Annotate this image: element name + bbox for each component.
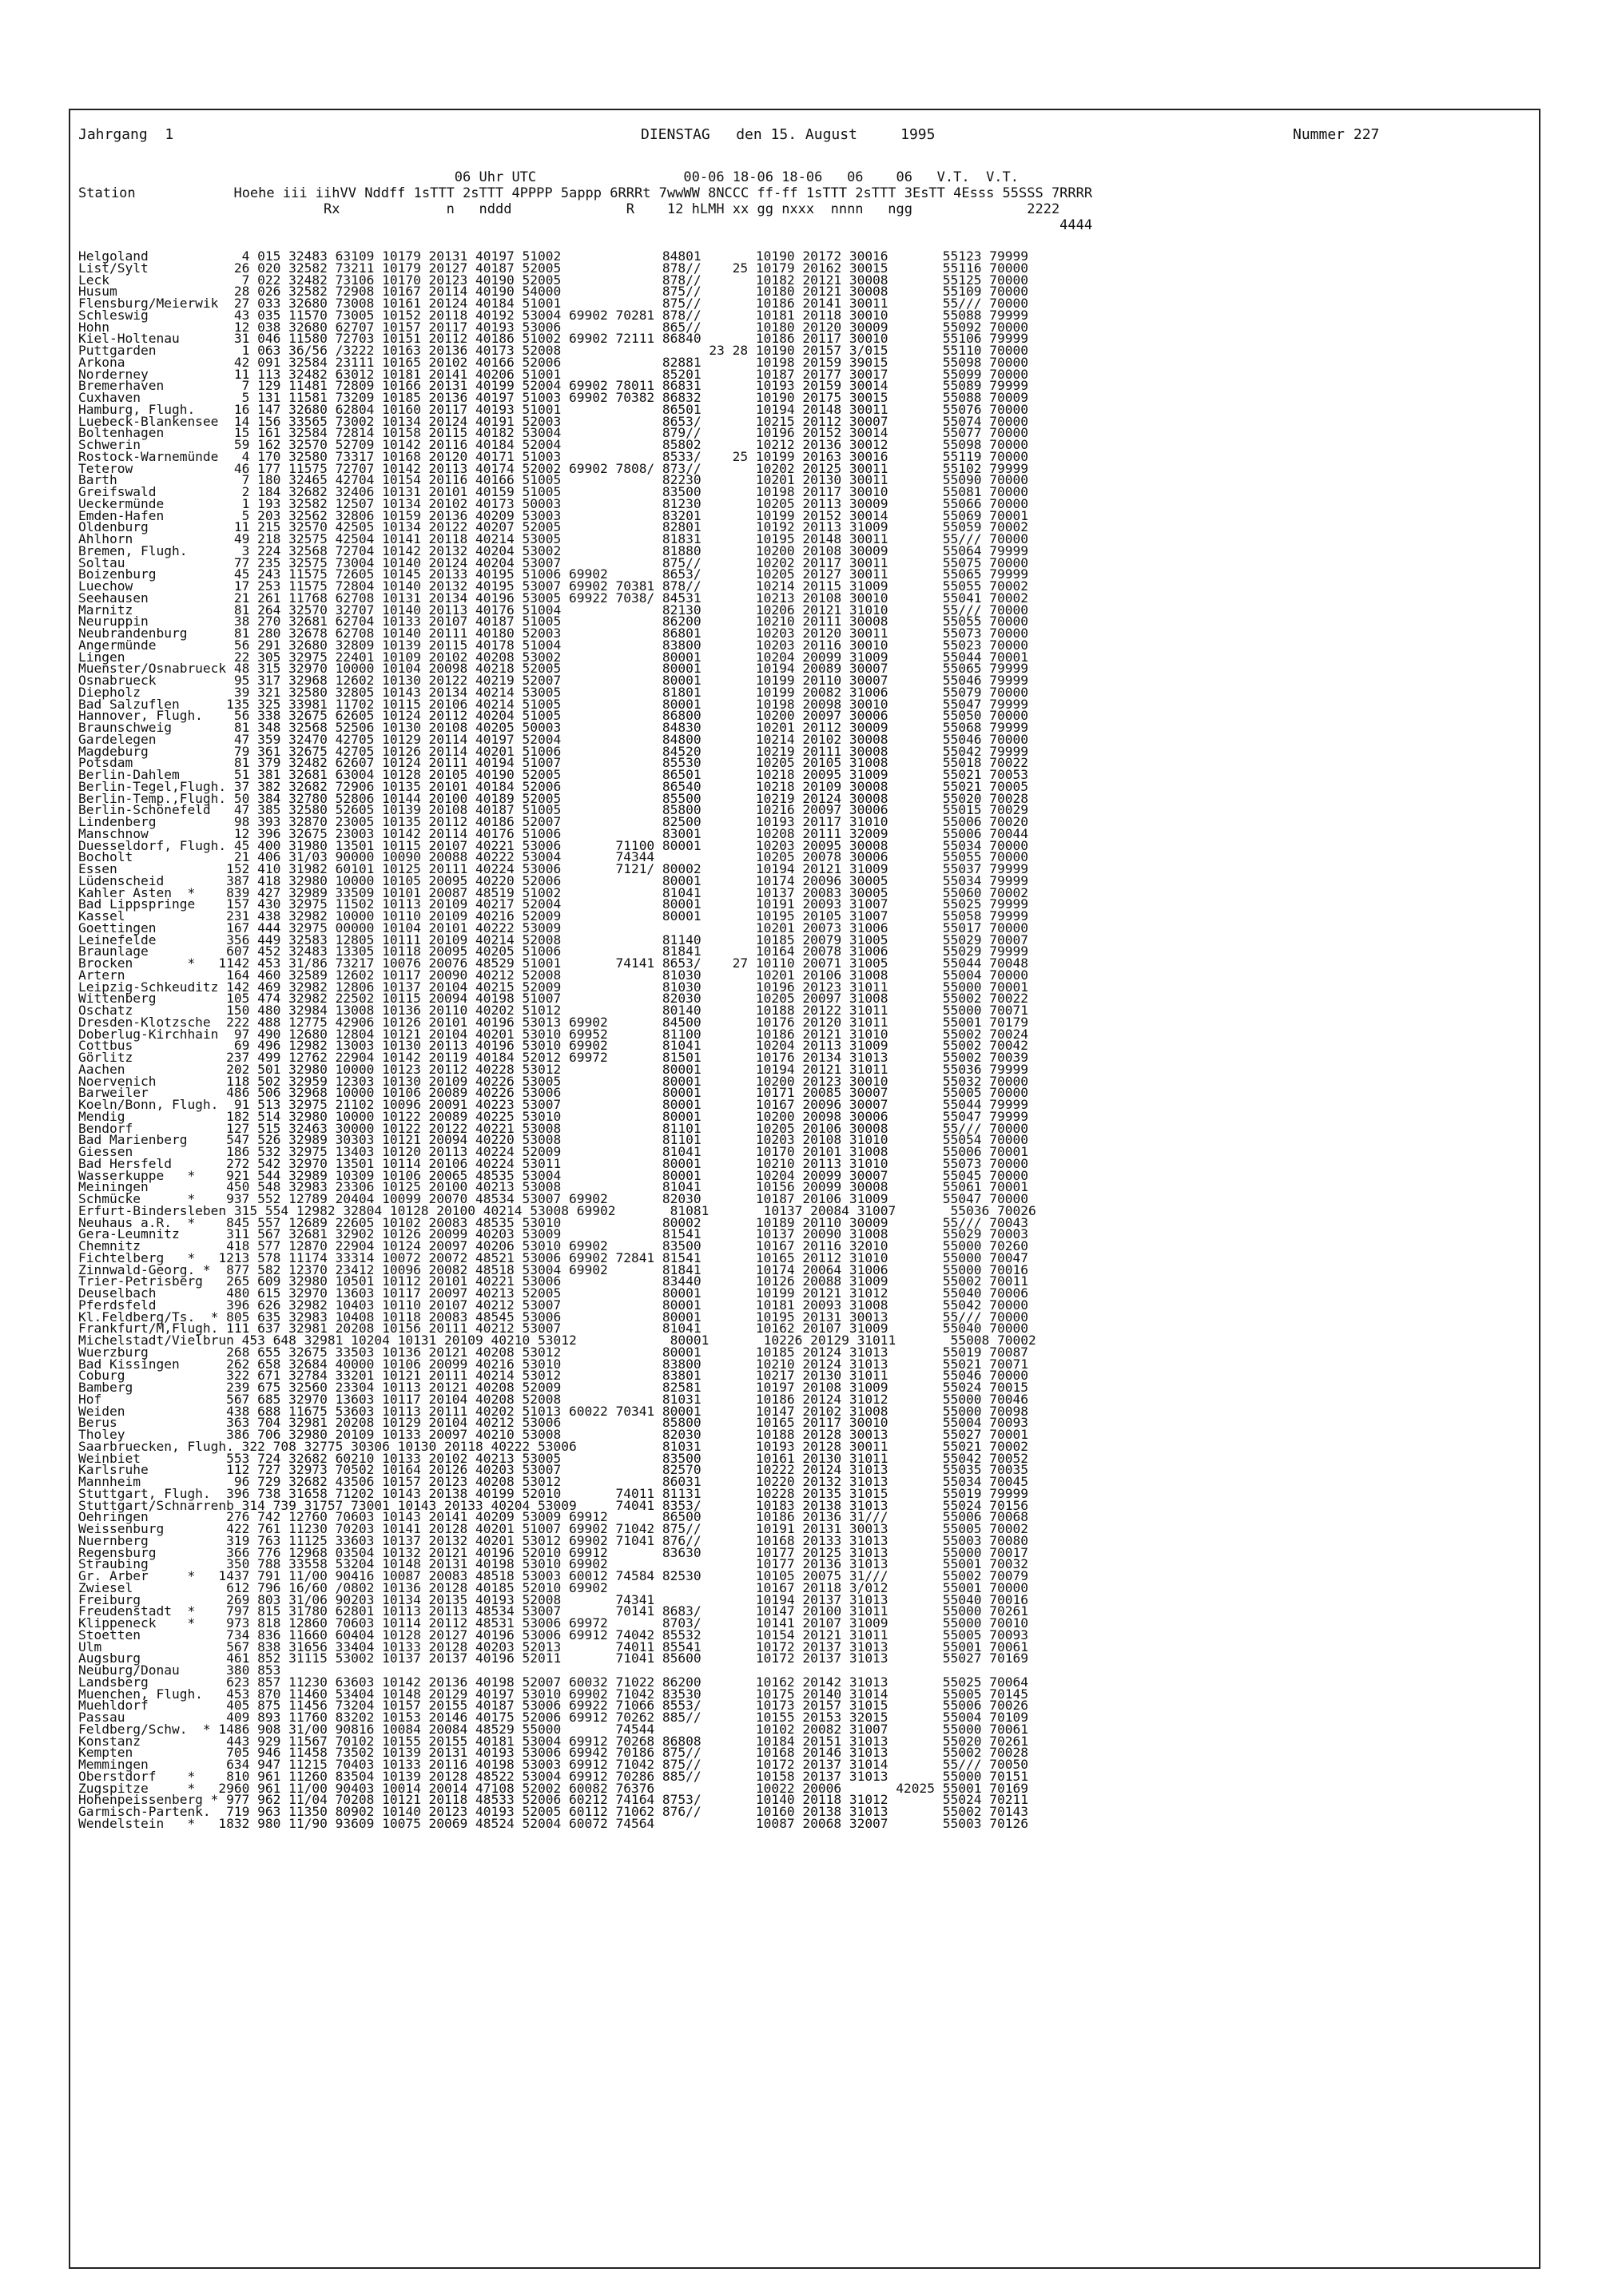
station-row: Garmisch-Partenk. 719 963 11350 80902 10140 20123 40193 52005 60112 71062 876// 10160 20138 31013 55002 70143 (78, 1804, 1028, 1819)
station-row: Pferdsfeld 396 626 32982 10403 10110 20107 40212 53007 80001 10181 20093 31008 55042 70000 (78, 1297, 1028, 1313)
station-row: Deuselbach 480 615 32970 13603 10117 20097 40213 52005 80001 10199 20121 31012 55040 70006 (78, 1285, 1028, 1301)
station-row: Cuxhaven 5 131 11581 73209 10185 20136 40197 51003 69902 70382 86832 10190 20175 30015 55088 70009 (78, 390, 1028, 405)
station-row: Weissenburg 422 761 11230 70203 10141 20128 40201 51007 69902 71042 875// 10191 20131 30013 55005 70002 (78, 1521, 1028, 1536)
station-row: Konstanz 443 929 11567 70102 10155 20155 40181 53004 69912 70268 86808 10184 20151 31013 55020 70261 (78, 1733, 1028, 1749)
station-row: Oschatz 150 480 32984 13008 10136 20110 40202 51012 80140 10188 20122 31011 55000 70071 (78, 1003, 1028, 1018)
station-row: Berlin-Temp.,Flugh. 50 384 32780 52806 10144 20100 40189 52005 85500 10219 20124 30008 55020 70028 (78, 790, 1028, 806)
station-row: Weinbiet 553 724 32682 60210 10133 20102 40213 53005 83500 10161 20130 31011 55042 70052 (78, 1450, 1028, 1466)
station-row: Chemnitz 418 577 12870 22904 10124 20097 40206 53010 69902 83500 10167 20116 32010 55000 70260 (78, 1238, 1028, 1253)
station-row: Angermünde 56 291 32680 32809 10139 20115 40178 51004 83800 10203 20116 30010 55023 70000 (78, 637, 1028, 653)
station-row: Hohn 12 038 32680 62707 10157 20117 40193 53006 865// 10180 20120 30009 55092 70000 (78, 319, 1028, 335)
station-row: Klippeneck * 973 818 12860 70603 10114 20112 48531 53006 69972 8703/ 10141 20107 31009 55000 70010 (78, 1615, 1028, 1631)
station-row: Essen 152 410 31982 60101 10125 20111 40224 53006 7121/ 80002 10194 20121 31009 55037 79999 (78, 861, 1028, 876)
station-row: Doberlug-Kirchhain 97 490 12680 12804 10121 20104 40201 53010 69952 81100 10186 20121 31010 55002 70024 (78, 1026, 1028, 1042)
station-row: List/Sylt 26 020 32582 73211 10179 20127 40187 52005 878// 25 10179 20162 30015 55116 70000 (78, 260, 1028, 276)
station-row: Muenchen, Flugh. 453 870 11460 53404 10148 20129 40197 53010 69902 71042 83530 10175 20140 31014 55005 70145 (78, 1686, 1028, 1702)
station-row: Hamburg, Flugh. 16 147 32680 62804 10160 20117 40193 51001 86501 10194 20148 30011 55076 70000 (78, 401, 1028, 417)
station-row: Bremen, Flugh. 3 224 32568 72704 10142 20132 40204 53002 81880 10200 20108 30009 55064 79999 (78, 542, 1028, 558)
station-row: Kempten 705 946 11458 73502 10139 20131 40193 53006 69942 70186 875// 10168 20146 31013 55002 70028 (78, 1745, 1028, 1761)
column-header-line: 06 Uhr UTC 00-06 18-06 18-06 06 06 V.T. V.T. (78, 169, 1020, 185)
station-row: Landsberg 623 857 11230 63603 10142 20136 40198 52007 60032 71022 86200 10162 20142 31013 55025 70064 (78, 1674, 1028, 1690)
station-row: Erfurt-Bindersleben 315 554 12982 32804 10128 20100 40214 53008 69902 81081 10137 20084 31007 55036 70026 (78, 1202, 1036, 1218)
station-row: Oehringen 276 742 12760 70603 10143 20141 40209 53009 69912 86500 10186 20136 31/// 55006 70068 (78, 1509, 1028, 1525)
station-row: Braunschweig 81 348 32568 52506 10130 20108 40205 50003 84830 10201 20112 30009 55068 79999 (78, 720, 1028, 735)
station-row: Muenster/Osnabrueck 48 315 32970 10000 10104 20098 40218 52005 80001 10194 20089 30007 55065 79999 (78, 661, 1028, 677)
station-row: Bocholt 21 406 31/03 90000 10090 20088 40222 53004 74344 10205 20078 30006 55055 70000 (78, 849, 1028, 865)
station-row: Emden-Hafen 5 203 32562 32806 10159 20136 40209 53003 83201 10199 20152 30014 55069 70001 (78, 507, 1028, 523)
station-row: Barth 7 180 32465 42704 10154 20116 40166 51005 82230 10201 20130 30011 55090 70000 (78, 472, 1028, 488)
station-row: Neuruppin 38 270 32681 62704 10133 20107 40187 51005 86200 10210 20111 30008 55055 70000 (78, 614, 1028, 630)
station-row: Schmücke * 937 552 12789 20404 10099 20070 48534 53007 69902 82030 10187 20106 31009 55047 70000 (78, 1191, 1028, 1206)
station-row: Osnabrueck 95 317 32968 12602 10130 20122 40219 52007 80001 10199 20110 30007 55046 79999 (78, 673, 1028, 688)
station-row: Berus 363 704 32981 20208 10129 20104 40212 53006 85800 10165 20117 30010 55004 70093 (78, 1415, 1028, 1431)
station-row: Bad Salzuflen 135 325 33981 11702 10115 20106 40214 51005 80001 10198 20098 30010 55047 79999 (78, 696, 1028, 712)
station-row: Karlsruhe 112 727 32973 70502 10164 20126 40203 53007 82570 10222 20124 31013 55035 70035 (78, 1462, 1028, 1478)
station-row: Flensburg/Meierwik 27 033 32680 73008 10161 20124 40184 51001 875// 10186 20141 30011 55/// 70000 (78, 296, 1028, 311)
station-row: Leinefelde 356 449 32583 12805 10111 20109 40214 52008 81140 10185 20079 31005 55029 70007 (78, 932, 1028, 947)
volume-label: Jahrgang 1 (78, 126, 174, 143)
station-row: Tholey 386 706 32980 20109 10133 20097 40210 53008 82030 10188 20128 30013 55027 70001 (78, 1427, 1028, 1442)
station-row: Regensburg 366 776 12968 03504 10132 20121 40196 52010 69912 83630 10177 20125 31013 55000 70017 (78, 1544, 1028, 1560)
station-row: Gardelegen 47 359 32470 42705 10129 20114 40197 52004 84800 10214 20102 30008 55046 70000 (78, 731, 1028, 747)
station-row: Potsdam 81 379 32482 62607 10124 20111 40194 51007 85530 10205 20105 31008 55018 70022 (78, 755, 1028, 771)
station-row: Bad Lippspringe 157 430 32975 11502 10113 20109 40217 52004 80001 10191 20093 31007 55025 79999 (78, 896, 1028, 912)
station-row: Zwiesel 612 796 16/60 /0802 10136 20128 40185 52010 69902 10167 20118 3/012 55001 70000 (78, 1579, 1028, 1595)
station-row: Bad Kissingen 262 658 32684 40000 10106 20099 40216 53010 83800 10210 20124 31013 55021 70071 (78, 1356, 1028, 1372)
station-row: Berlin-Tegel,Flugh. 37 382 32682 72906 10135 20101 40184 52006 86540 10218 20109 30008 55021 70005 (78, 778, 1028, 794)
station-row: Koeln/Bonn, Flugh. 91 513 32975 21102 10096 20091 40223 53007 80001 10167 20096 30007 55044 79999 (78, 1097, 1028, 1112)
station-row: Leipzig-Schkeuditz 142 469 32982 12806 10137 20104 40215 52009 81030 10196 20123 31011 55000 70001 (78, 979, 1028, 995)
station-row: Freiburg 269 803 31/06 90203 10134 20135 40193 52008 74341 10194 20137 31013 55040 70016 (78, 1591, 1028, 1607)
station-row: Barweiler 486 506 32968 10000 10106 20089 40226 53006 80001 10171 20085 30007 55005 70000 (78, 1085, 1028, 1101)
station-row: Oldenburg 11 215 32570 42505 10134 20122 40207 52005 82801 10192 20113 31009 55059 70002 (78, 519, 1028, 535)
station-row: Kassel 231 438 32982 10000 10110 20109 40216 52009 80001 10195 20105 31007 55058 79999 (78, 908, 1028, 924)
station-row: Berlin-Schönefeld 47 385 32580 52605 10139 20108 40187 51005 85800 10216 20097 30006 55015 70029 (78, 802, 1028, 818)
issue-number: Nummer 227 (1293, 126, 1380, 143)
station-row: Hohenpeissenberg * 977 962 11/04 70208 10121 20118 48533 52006 60212 74164 8753/ 10140 20118 31012 55024 70211 (78, 1792, 1028, 1808)
station-row: Frankfurt/M,Flugh. 111 637 32981 20208 10156 20111 40212 53007 81041 10162 20107 31009 55040 70000 (78, 1321, 1028, 1337)
station-row: Luechow 17 253 11575 72804 10140 20132 40195 53007 69902 70381 878// 10214 20115 31009 55055 70002 (78, 578, 1028, 594)
station-row: Feldberg/Schw. * 1486 908 31/00 90816 10084 20084 48529 55000 74544 10102 20082 31007 55000 70061 (78, 1721, 1028, 1737)
station-row: Neuburg/Donau 380 853 (78, 1662, 281, 1678)
station-row: Memmingen 634 947 11215 70403 10133 20116 40198 53003 69912 71042 875// 10172 20137 31014 55/// 70050 (78, 1757, 1028, 1772)
station-row: Oberstdorf * 810 961 11260 83504 10139 20128 48522 53004 69912 70286 885// 10158 20137 31013 55000 70151 (78, 1768, 1028, 1784)
station-row: Stuttgart, Flugh. 396 738 31658 71202 10143 20138 40199 52010 74011 81131 10228 20135 31015 55019 79999 (78, 1485, 1028, 1501)
station-table (78, 248, 1036, 1831)
station-row: Michelstadt/Vielbrun 453 648 32981 10204 10131 20109 40210 53012 80001 10226 20129 31011 55008 70002 (78, 1333, 1036, 1348)
column-header-line: Rx n nddd R 12 hLMH xx gg nxxx nnnn ngg 2222 (78, 201, 1060, 217)
station-row: Norderney 11 113 32482 63012 10181 20141 40206 51001 85201 10187 20177 30017 55099 70000 (78, 366, 1028, 382)
station-row: Gera-Leumnitz 311 567 32681 32902 10126 20099 40203 53009 81541 10137 20090 31008 55029 70003 (78, 1226, 1028, 1242)
station-row: Giessen 186 532 32975 13403 10120 20113 40224 52009 81041 10170 20101 31008 55006 70001 (78, 1144, 1028, 1159)
station-row: Hannover, Flugh. 56 338 32675 62605 10124 20112 40204 51005 86800 10200 20097 30006 55050 70000 (78, 708, 1028, 724)
station-row: Stoetten 734 836 11660 60404 10128 20127 40196 53006 69912 74042 85532 10154 20121 31011 55005 70093 (78, 1627, 1028, 1643)
station-row: Wuerzburg 268 655 32675 33503 10136 20121 40208 53012 80001 10185 20124 31013 55019 70087 (78, 1344, 1028, 1360)
station-row: Zinnwald-Georg. * 877 582 12370 23412 10096 20082 48518 53004 69902 81841 10174 20064 31006 55000 70016 (78, 1261, 1028, 1277)
station-row: Muehldorf 405 875 11456 73204 10157 20155 40187 53006 69922 71066 8553/ 10173 20157 31015 55006 70026 (78, 1698, 1028, 1714)
station-row: Ahlhorn 49 218 32575 42504 10141 20118 40214 53005 81831 10195 20148 30011 55/// 70000 (78, 531, 1028, 546)
station-row: Leck 7 022 32482 73106 10170 20123 40190 52005 878// 10182 20121 30008 55125 70000 (78, 272, 1028, 288)
station-row: Helgoland 4 015 32483 63109 10179 20131 40197 51002 84801 10190 20172 30016 55123 79999 (78, 248, 1028, 264)
issue-date: DIENSTAG den 15. August 1995 (641, 126, 936, 143)
station-row: Boizenburg 45 243 11575 72605 10145 20133 40195 51006 69902 8653/ 10205 20127 30011 55065 79999 (78, 566, 1028, 582)
station-row: Wasserkuppe * 921 544 32989 10309 10106 20065 48535 53004 80001 10204 20099 30007 55045 70000 (78, 1167, 1028, 1183)
station-row: Goettingen 167 444 32975 00000 10104 20101 40222 53009 10201 20073 31006 55017 70000 (78, 920, 1028, 935)
station-row: Freudenstadt * 797 815 31780 62801 10113 20113 48534 53007 70141 8683/ 10147 20100 31011 55000 70261 (78, 1603, 1028, 1619)
station-row: Brocken * 1142 453 31/86 73217 10076 20076 48529 51001 74141 8653/ 27 10110 20071 31005 55044 70048 (78, 955, 1028, 971)
station-row: Cottbus 69 496 12982 13003 10130 20113 40196 53010 69902 81041 10204 20113 31009 55002 70042 (78, 1038, 1028, 1054)
station-row: Görlitz 237 499 12762 22904 10142 20119 40184 52012 69972 81501 10176 20134 31013 55002 70039 (78, 1050, 1028, 1065)
station-row: Bamberg 239 675 32560 23304 10113 20121 40208 52009 82581 10197 20108 31009 55024 70015 (78, 1380, 1028, 1395)
station-row: Lüdenscheid 387 418 32980 10000 10105 20095 40220 52006 80001 10174 20096 30005 55034 79999 (78, 872, 1028, 888)
station-row: Stuttgart/Schnarrenb 314 739 31757 73001 10143 20133 40204 53009 74041 8353/ 10183 20138 31013 55024 70156 (78, 1497, 1028, 1513)
station-row: Kahler Asten * 839 427 32989 33509 10101 20087 48519 51002 81041 10137 20083 30005 55060 70002 (78, 884, 1028, 900)
station-row: Puttgarden 1 063 36/56 /3222 10163 20136 40173 52008 23 28 10190 20157 3/015 55110 70000 (78, 343, 1028, 358)
station-row: Neuhaus a.R. * 845 557 12689 22605 10102 20083 48535 53010 80002 10189 20110 30009 55/// 70043 (78, 1214, 1028, 1230)
station-row: Soltau 77 235 32575 73004 10140 20124 40204 53007 875// 10202 20117 30011 55075 70000 (78, 554, 1028, 570)
station-row: Trier-Petrisberg 265 609 32980 10501 10112 20101 40221 53006 83440 10126 20088 31009 55002 70011 (78, 1273, 1028, 1289)
station-row: Bad Marienberg 547 526 32989 30303 10121 20094 40220 53008 81101 10203 20108 31010 55054 70000 (78, 1132, 1028, 1148)
station-row: Augsburg 461 852 31115 53002 10137 20137 40196 52011 71041 85600 10172 20137 31013 55027 70169 (78, 1650, 1028, 1666)
station-row: Lindenberg 98 393 32870 23005 10135 20112 40186 52007 82500 10193 20117 31010 55006 70020 (78, 814, 1028, 829)
station-row: Mannheim 96 729 32682 43506 10157 20123 40208 53012 86031 10220 20132 31013 55034 70045 (78, 1474, 1028, 1489)
station-row: Hof 567 685 32970 13603 10117 20104 40208 52008 81031 10186 20124 31012 55000 70046 (78, 1391, 1028, 1407)
station-row: Bendorf 127 515 32463 30000 10122 20122 40221 53008 81101 10205 20106 30008 55/// 70000 (78, 1120, 1028, 1136)
station-row: Ueckermünde 1 193 32582 12507 10134 20102 40173 50003 81230 10205 20113 30009 55066 70000 (78, 495, 1028, 511)
station-row: Gr. Arber * 1437 791 11/00 90416 10087 20083 48518 53003 60012 74584 82530 10105 20075 31/// 55002 70079 (78, 1568, 1028, 1583)
station-row: Schleswig 43 035 11570 73005 10152 20118 40192 53004 69902 70281 878// 10181 20118 30010 55088 79999 (78, 307, 1028, 323)
station-row: Bremerhaven 7 129 11481 72809 10166 20131 40199 52004 69902 78011 86831 10193 20159 30014 55089 79999 (78, 378, 1028, 394)
station-row: Rostock-Warnemünde 4 170 32580 73317 10168 20120 40171 51003 8533/ 25 10199 20163 30016 55119 70000 (78, 448, 1028, 464)
station-row: Kl.Feldberg/Ts. * 805 635 32983 10408 10118 20083 48545 53006 80001 10195 20131 30013 55/// 70000 (78, 1309, 1028, 1325)
bulletin-page (69, 109, 1540, 2269)
station-row: Arkona 42 091 32584 23111 10165 20102 40166 52006 82881 10198 20159 39015 55098 70000 (78, 354, 1028, 370)
station-row: Schwerin 59 162 32570 52709 10142 20116 40184 52004 85802 10212 20136 30012 55098 70000 (78, 437, 1028, 452)
station-row: Luebeck-Blankensee 14 156 33565 73002 10134 20124 40191 52003 8653/ 10215 20112 30007 55074 70000 (78, 413, 1028, 429)
station-row: Mendig 182 514 32980 10000 10122 20089 40225 53010 80001 10200 20098 30006 55047 79999 (78, 1108, 1028, 1124)
station-row: Boltenhagen 15 161 32584 72814 10158 20115 40182 53004 879// 10196 20152 30014 55077 70000 (78, 425, 1028, 441)
station-row: Weiden 438 688 11675 53603 10113 20111 40202 51013 60022 70341 80001 10147 20102 31008 55000 70098 (78, 1403, 1028, 1419)
station-row: Neubrandenburg 81 280 32678 62708 10140 20111 40180 52003 86801 10203 20120 30011 55073 70000 (78, 626, 1028, 641)
column-header (78, 169, 1092, 233)
station-row: Teterow 46 177 11575 72707 10142 20113 40174 52002 69902 7808/ 873// 10202 20125 30011 55102 79999 (78, 460, 1028, 476)
station-row: Marnitz 81 264 32570 32707 10140 20113 40176 51004 82130 10206 20121 31010 55/// 70000 (78, 602, 1028, 618)
column-header-line: 4444 (78, 217, 1093, 233)
station-row: Aachen 202 501 32980 10000 10123 20112 40228 53012 80001 10194 20121 31011 55036 79999 (78, 1061, 1028, 1077)
station-row: Wendelstein * 1832 980 11/90 93609 10075 20069 48524 52004 60072 74564 10087 20068 32007 55003 70126 (78, 1815, 1028, 1831)
station-row: Artern 164 460 32589 12602 10117 20090 40212 52008 81030 10201 20106 31008 55004 70000 (78, 967, 1028, 983)
station-row: Lingen 22 305 32975 22401 10109 20102 40208 53002 80001 10204 20099 31009 55044 70001 (78, 649, 1028, 665)
station-row: Coburg 322 671 32784 33201 10121 20111 40214 53012 83801 10217 20130 31011 55046 70000 (78, 1368, 1028, 1384)
station-row: Passau 409 893 11760 83202 10153 20146 40175 52006 69912 70262 885// 10155 20153 32015 55004 70109 (78, 1710, 1028, 1725)
station-row: Wittenberg 105 474 32982 22502 10115 20094 40198 51007 82030 10205 20097 31008 55002 70022 (78, 991, 1028, 1007)
station-row: Husum 28 026 32582 72908 10167 20114 40190 54000 875// 10180 20121 30008 55109 70000 (78, 284, 1028, 300)
station-row: Noervenich 118 502 32959 12303 10130 20109 40226 53005 80001 10200 20123 30010 55032 70000 (78, 1073, 1028, 1089)
station-row: Diepholz 39 321 32580 32805 10143 20134 40214 53005 81801 10199 20082 31006 55079 70000 (78, 684, 1028, 700)
station-row: Nuernberg 319 763 11125 33603 10137 20132 40201 53012 69902 71041 876// 10168 20133 31013 55003 70080 (78, 1532, 1028, 1548)
station-row: Duesseldorf, Flugh. 45 400 31980 13501 10115 20107 40221 53006 71100 80001 10203 20095 30008 55034 70000 (78, 837, 1028, 853)
station-row: Seehausen 21 261 11768 62708 10131 20134 40196 53005 69922 7038/ 84531 10213 20108 30010 55041 70002 (78, 590, 1028, 606)
station-row: Magdeburg 79 361 32675 42705 10126 20114 40201 51006 84520 10219 20111 30008 55042 79999 (78, 743, 1028, 759)
station-row: Kiel-Holtenau 31 046 11580 72703 10151 20112 40186 51002 69902 72111 86840 10186 20117 30010 55106 79999 (78, 331, 1028, 347)
station-row: Zugspitze * 2960 961 11/00 90403 10014 20014 47108 52002 60082 76376 10022 20006 42025 55001 70169 (78, 1780, 1028, 1796)
station-row: Berlin-Dahlem 51 381 32681 63004 10128 20105 40190 52005 86501 10218 20095 31009 55021 70053 (78, 767, 1028, 782)
station-row: Manschnow 12 396 32675 23003 10142 20114 40176 51006 83001 10208 20111 32009 55006 70044 (78, 825, 1028, 841)
station-row: Dresden-Klotzsche 222 488 12775 42906 10126 20101 40196 53013 69902 84500 10176 20120 31011 55001 70179 (78, 1014, 1028, 1030)
station-row: Ulm 567 838 31656 33404 10133 20128 40203 52013 74011 85541 10172 20137 31013 55001 70061 (78, 1639, 1028, 1654)
station-row: Straubing 350 788 33558 53204 10148 20131 40198 53010 69902 10177 20136 31013 55001 70032 (78, 1556, 1028, 1572)
station-row: Saarbruecken, Flugh. 322 708 32775 30306 10130 20118 40222 53006 81031 10193 20128 30011 55021 70002 (78, 1438, 1028, 1454)
station-row: Braunlage 607 452 32483 13305 10118 20095 40205 51006 81841 10164 20078 31006 55029 79999 (78, 943, 1028, 959)
station-row: Meiningen 450 548 32983 23306 10125 20100 40213 53008 81041 10156 20099 30008 55061 70001 (78, 1179, 1028, 1195)
station-row: Greifswald 2 184 32682 32406 10131 20101 40159 51005 83500 10198 20117 30010 55081 70000 (78, 484, 1028, 499)
station-row: Bad Hersfeld 272 542 32970 13501 10114 20106 40224 53011 80001 10210 20113 31010 55073 70000 (78, 1155, 1028, 1171)
station-row: Fichtelberg * 1213 578 11174 33314 10072 20072 48521 53006 69902 72841 81541 10165 20112 31010 55000 70047 (78, 1249, 1028, 1265)
column-header-line: Station Hoehe iii iihVV Nddff 1sTTT 2sTTT 4PPPP 5appp 6RRRt 7wwWW 8NCCC ff-ff 1sTTT 2sTTT 3EsTT 4Esss 55SSS 7RRRR (78, 185, 1093, 201)
